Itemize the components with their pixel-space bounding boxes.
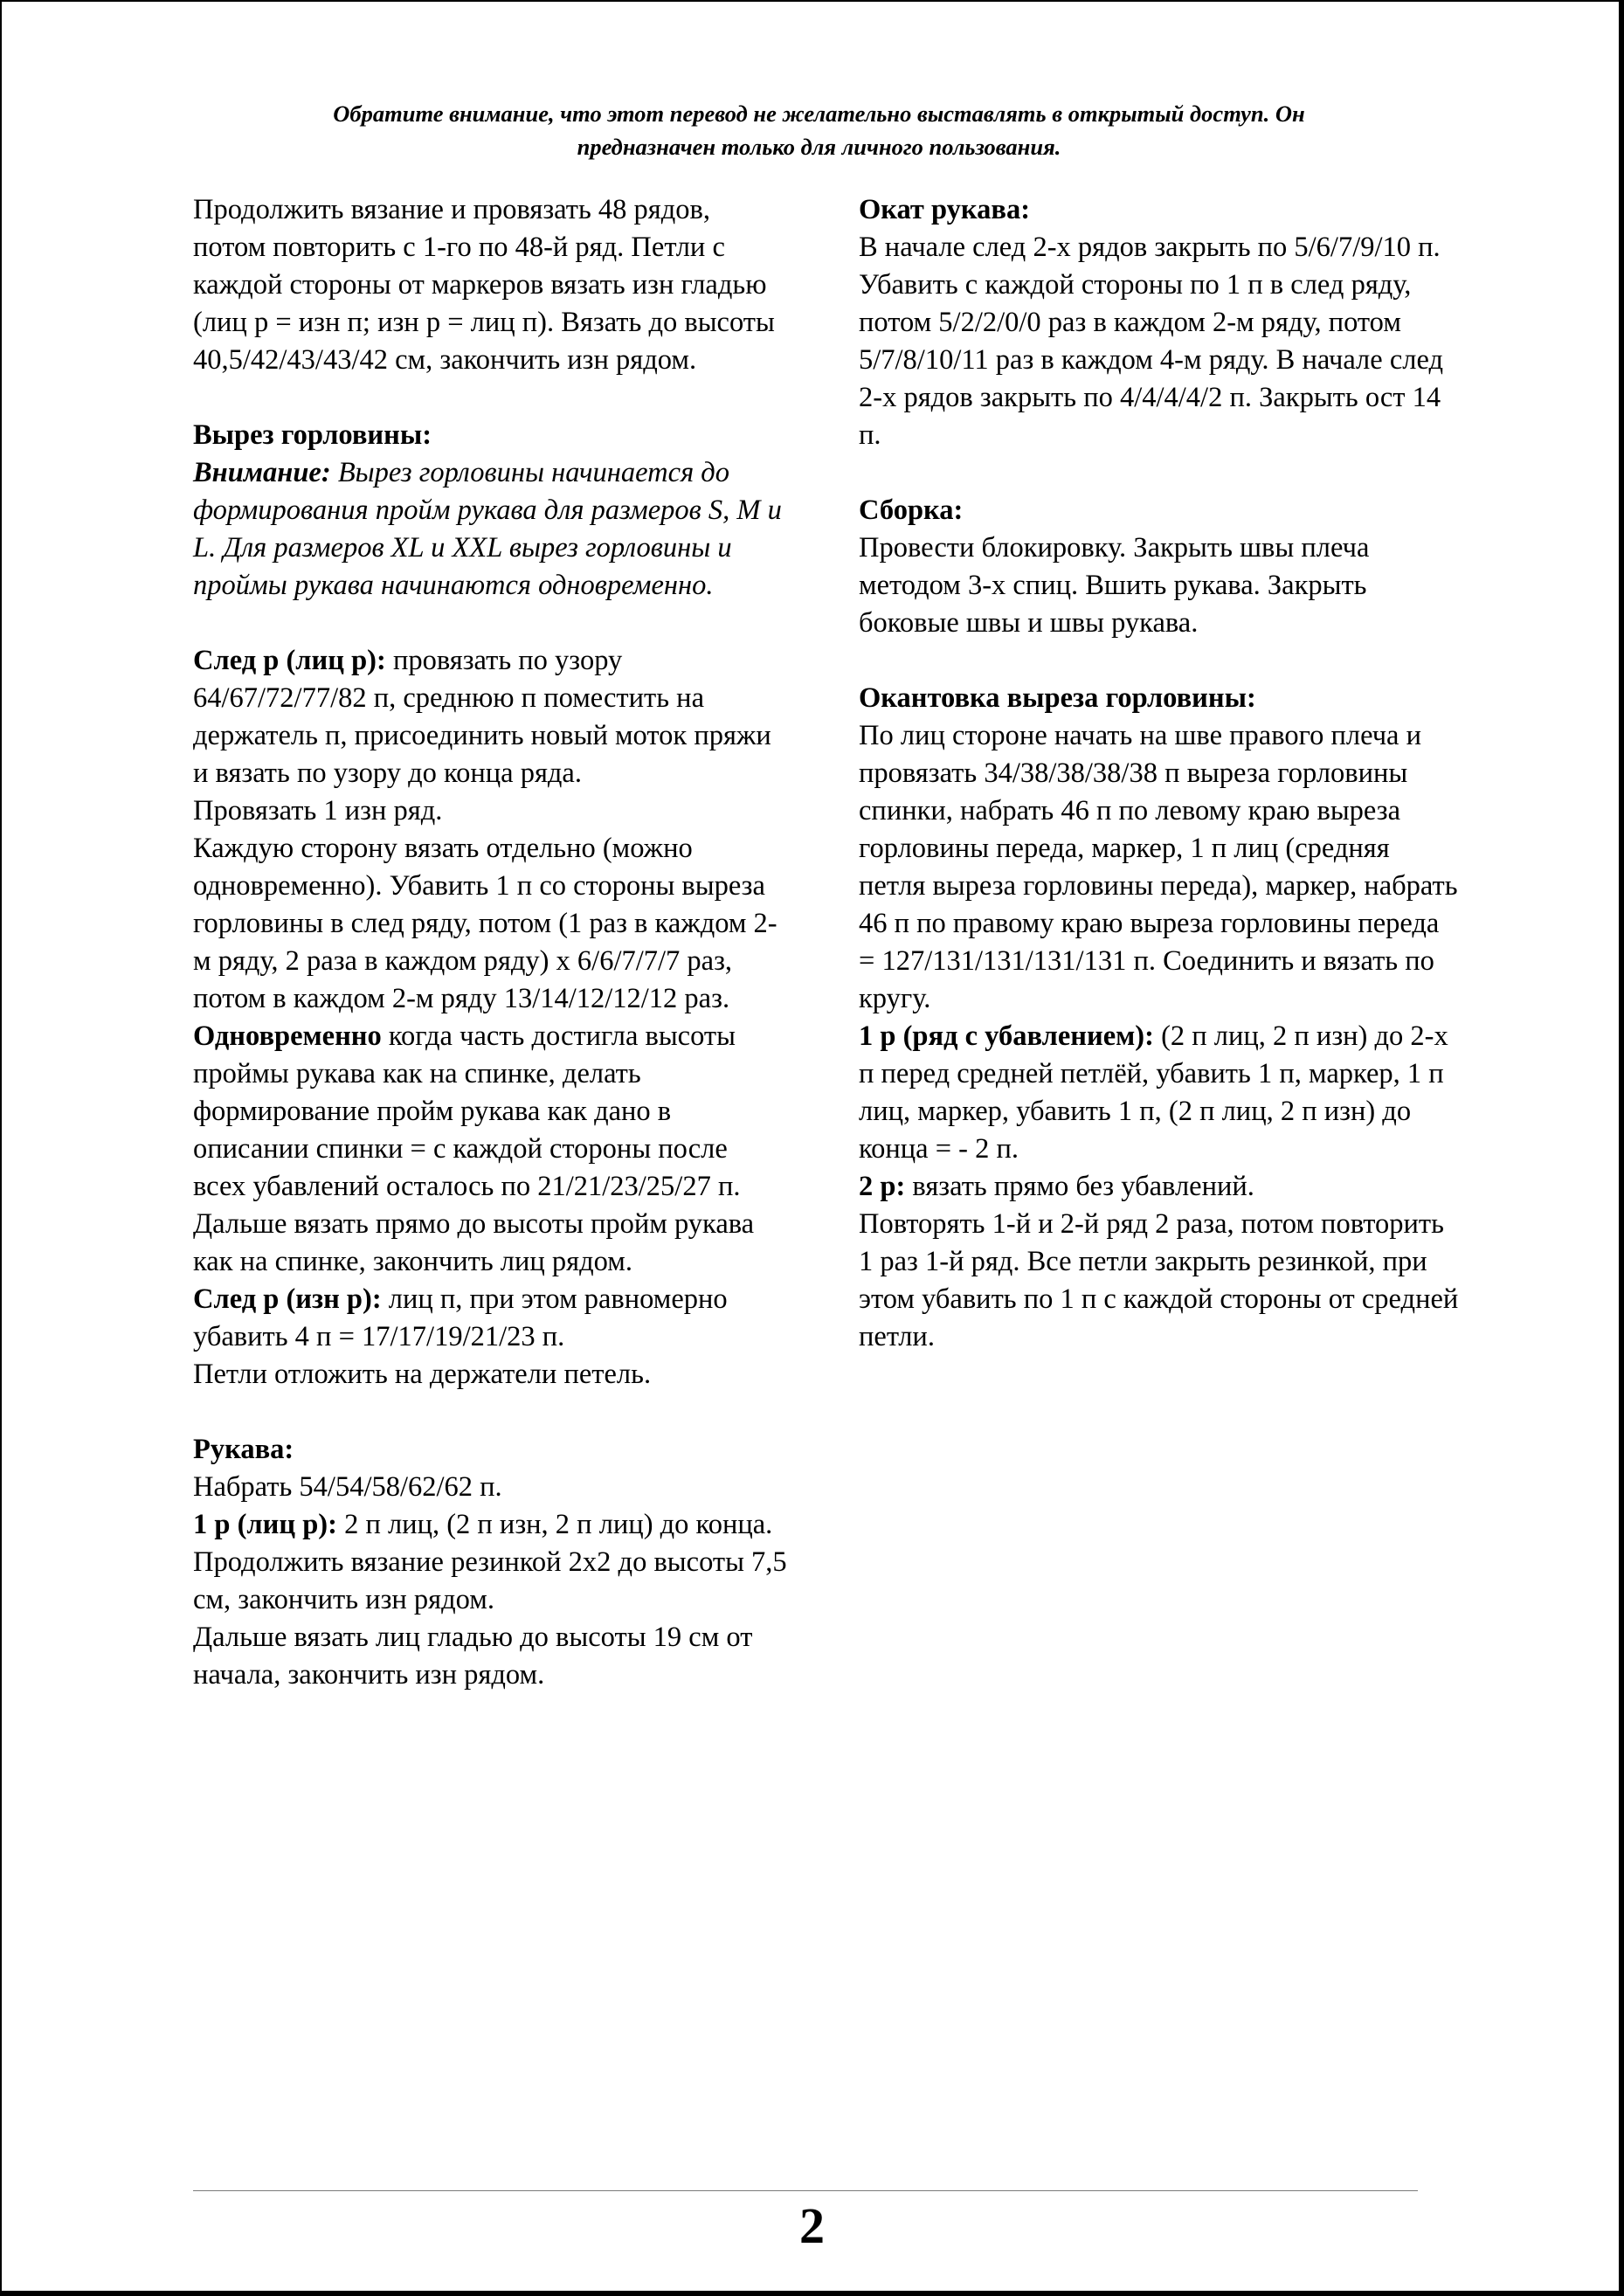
row1-paragraph <box>193 642 787 792</box>
sleeves-heading: Рукава: <box>193 1434 294 1465</box>
row2-label: След р (изн р): <box>193 1283 382 1315</box>
holders-paragraph: Петли отложить на держатели петель. <box>193 1359 652 1390</box>
decrease-row-paragraph <box>859 1018 1462 1168</box>
sleeve-cap-paragraph: В начале след 2-х рядов закрыть по 5/6/7/9/10 п. Убавить с каждой стороны по 1 п в след ряду, потом 5/2/2/0/0 раз в каждом 2-м ряду, потом 5/7/8/10/11 раз в каждом 4-м ряду. В начале след 2-х рядов закрыть по 4/4/4/4/2 п. Закрыть ост 14 п. <box>859 232 1443 451</box>
sleeve-row-label: 1 р (лиц р): <box>193 1509 337 1540</box>
decrease-row-text: (2 п лиц, 2 п изн) до 2-х п перед средней петлёй, убавить 1 п, маркер, 1 п лиц, маркер, убавить 1 п, (2 п лиц, 2 п изн) до конца = - 2 п. <box>859 1020 1448 1165</box>
stockinette-paragraph: Дальше вязать лиц гладью до высоты 19 см от начала, закончить изн рядом. <box>193 1622 753 1691</box>
repeat-paragraph: Повторять 1-й и 2-й ряд 2 раза, потом повторить 1 раз 1-й ряд. Все петли закрыть резинкой, при этом убавить по 1 п с каждой стороны от средней петли. <box>859 1208 1459 1352</box>
assembly-heading: Сборка: <box>859 494 964 526</box>
simultaneously-label: Одновременно <box>193 1020 382 1052</box>
spacer <box>193 1394 787 1431</box>
neckline-heading: Вырез горловины: <box>193 419 432 451</box>
spacer <box>193 379 787 417</box>
footer-divider <box>193 2190 1418 2191</box>
spacer <box>193 605 787 642</box>
plain-row-text: вязать прямо без убавлений. <box>905 1171 1254 1202</box>
page-number: 2 <box>799 2197 825 2254</box>
row1-text: провязать по узору 64/67/72/77/82 п, среднюю п поместить на держатель п, присоединить новый моток пряжи и вязать по узору до конца ряда. <box>193 645 771 789</box>
assembly-paragraph: Провести блокировку. Закрыть швы плеча методом 3-х спиц. Вшить рукава. Закрыть боковые швы и швы рукава. <box>859 532 1370 639</box>
each-side-paragraph: Каждую сторону вязать отдельно (можно одновременно). Убавить 1 п со стороны выреза горловины в след ряду, потом (1 раз в каждом 2-м ряду, 2 раза в каждом ряду) х 6/6/7/7/7 раз, потом в каждом 2-м ряду 13/14/12/12/12 раз. <box>193 833 777 1014</box>
notice-line-2: предназначен только для личного пользования. <box>577 134 1061 160</box>
left-column <box>193 191 787 1694</box>
simultaneously-paragraph <box>193 1018 787 1206</box>
row2-text: лиц п, при этом равномерно убавить 4 п = 17/17/19/21/23 п. <box>193 1283 728 1352</box>
right-column <box>859 191 1462 1356</box>
sleeve-row-paragraph <box>193 1506 787 1544</box>
intro-paragraph: Продолжить вязание и провязать 48 рядов, потом повторить с 1-го по 48-й ряд. Петли с каждой стороны от маркеров вязать изн гладью (лиц р = изн п; изн р = лиц п). Вязать до высоты 40,5/42/43/43/42 см, закончить изн рядом. <box>193 194 775 376</box>
notice-line-1: Обратите внимание, что этот перевод не желательно выставлять в открытый доступ. Он <box>333 100 1305 127</box>
neck-edging-paragraph: По лиц стороне начать на шве правого плеча и провязать 34/38/38/38/38 п выреза горловины спинки, набрать 46 п по левому краю выреза горловины переда, маркер, 1 п лиц (средняя петля выреза горловины переда), маркер, набрать 46 п по правому краю выреза горловины переда = 127/131/131/131/131 п. Соединить и вязать по кругу. <box>859 720 1458 1014</box>
copyright-notice <box>175 97 1463 163</box>
continue-straight-paragraph: Дальше вязать прямо до высоты пройм рукава как на спинке, закончить лиц рядом. <box>193 1208 755 1277</box>
rib-paragraph: Продолжить вязание резинкой 2х2 до высоты 7,5 см, закончить изн рядом. <box>193 1546 787 1615</box>
simultaneously-text: когда часть достигла высоты проймы рукава как на спинке, делать формирование пройм рукава как дано в описании спинки = с каждой стороны после всех убавлений осталось по 21/21/23/25/27 п. <box>193 1020 741 1202</box>
row1-label: След р (лиц р): <box>193 645 386 676</box>
decrease-row-label: 1 р (ряд с убавлением): <box>859 1020 1154 1052</box>
row2-paragraph <box>193 1281 787 1356</box>
spacer <box>859 454 1462 492</box>
spacer <box>859 642 1462 680</box>
cast-on-paragraph: Набрать 54/54/58/62/62 п. <box>193 1471 502 1503</box>
purl-row-paragraph: Провязать 1 изн ряд. <box>193 795 443 826</box>
attention-label: Внимание: <box>193 457 331 488</box>
attention-paragraph <box>193 454 787 605</box>
sleeve-cap-heading: Окат рукава: <box>859 194 1031 225</box>
plain-row-paragraph <box>859 1168 1462 1206</box>
neck-edging-heading: Окантовка выреза горловины: <box>859 682 1256 714</box>
sleeve-row-text: 2 п лиц, (2 п изн, 2 п лиц) до конца. <box>336 1509 773 1540</box>
attention-text: Вырез горловины начинается до формирования пройм рукава для размеров S, M и L. Для размеров XL и XXL вырез горловины и проймы рукава начинаются одновременно. <box>193 457 782 601</box>
plain-row-label: 2 р: <box>859 1171 906 1202</box>
